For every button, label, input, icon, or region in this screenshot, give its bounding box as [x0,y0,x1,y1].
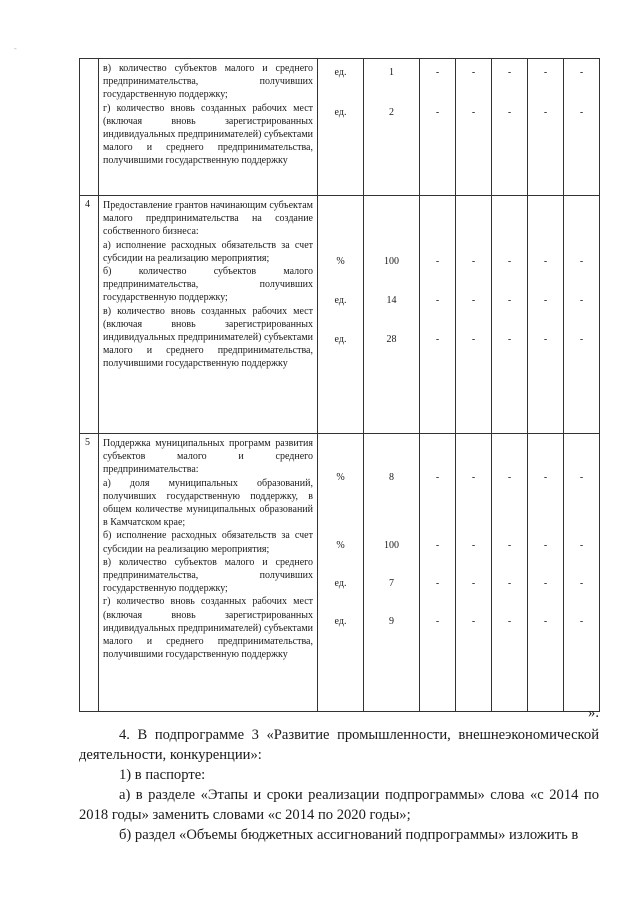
dash-cell: - [543,67,548,78]
dash-cell: - [543,616,548,627]
value-cell: 100 [384,540,399,551]
table-row [80,434,600,712]
unit-cell: % [336,540,345,551]
dash-cell: - [579,540,584,551]
dash-cell: - [579,295,584,306]
dash-cell: - [435,295,440,306]
table-row [80,59,600,196]
unit-cell: ед. [334,67,347,78]
dash-cell: - [543,256,548,267]
dash-cell: - [471,334,476,345]
row-number: 5 [80,434,99,712]
dash-cell: - [579,256,584,267]
unit-cell: ед. [334,295,347,306]
dash-cell: - [507,107,512,118]
paragraph: б) раздел «Объемы бюджетных ассигнований подпрограммы» изложить в [119,827,579,843]
row-number [80,59,99,196]
dash-cell: - [579,472,584,483]
dash-cell: - [435,540,440,551]
dash-cell: - [507,616,512,627]
dash-cell: - [435,616,440,627]
dash-cell: - [543,472,548,483]
unit-cell: % [336,256,345,267]
dash-cell: - [579,334,584,345]
dash-cell: - [471,472,476,483]
dash-cell: - [507,334,512,345]
row-number: 4 [80,196,99,434]
dash-cell: - [579,616,584,627]
dash-cell: - [435,67,440,78]
dash-cell: - [543,578,548,589]
row-description: Предоставление грантов начинающим субъектам малого предпринимательства на создание собственного бизнеса: а) исполнение расходных обязательств за счет субсидии на реализацию мероприятия; б) количество субъектов малого предпринимательства, получивших государственную поддержку; в) количество вновь созданных рабочих мест (включая вновь зарегистрированных индивидуальных предпринимателей) субъектами малого и среднего предпринимательства, получившими государственную поддержку [103,200,313,370]
value-cell: 1 [389,67,394,78]
value-cell: 14 [386,295,397,306]
dash-cell: - [579,107,584,118]
dash-cell: - [435,472,440,483]
value-cell: 28 [386,334,397,345]
value-cell: 8 [389,472,394,483]
body-text [79,725,599,845]
unit-cell: % [336,472,345,483]
dash-cell: - [543,334,548,345]
dash-cell: - [471,540,476,551]
unit-cell: ед. [334,578,347,589]
paragraph: 4. В подпрограмме 3 «Развитие промышленности, внешнеэкономической деятельности, конкуренции»: [79,727,599,763]
paragraph: а) в разделе «Этапы и сроки реализации подпрограммы» слова «с 2014 по 2018 годы» заменить словами «с 2014 по 2020 годы»; [79,787,599,823]
unit-cell: ед. [334,107,347,118]
unit-cell: ед. [334,334,347,345]
dash-cell: - [507,67,512,78]
dash-cell: - [579,578,584,589]
row-description: Поддержка муниципальных программ развития субъектов малого и среднего предпринимательства: а) доля муниципальных образований, получивших государственную поддержку, в общем количестве муниципальных образований в Камчатском крае; б) исполнение расходных обязательств за счет субсидии на реализацию мероприятия; в) количество субъектов малого и среднего предпринимательства, получивших государственную поддержку; г) количество вновь созданных рабочих мест (включая вновь зарегистрированных индивидуальных предпринимателей) субъектами малого и среднего предпринимательства, получившими государственную поддержку [103,438,313,661]
dash-cell: - [543,295,548,306]
dash-cell: - [507,540,512,551]
dash-cell: - [471,256,476,267]
dash-cell: - [471,616,476,627]
dash-cell: - [435,578,440,589]
indicators-table [79,58,600,712]
dash-cell: - [471,67,476,78]
paragraph: 1) в паспорте: [119,767,206,783]
value-cell: 7 [389,578,394,589]
dash-cell: - [435,256,440,267]
unit-cell: ед. [334,616,347,627]
table-row [80,196,600,434]
dash-cell: - [507,472,512,483]
value-cell: 9 [389,616,394,627]
value-cell: 2 [389,107,394,118]
dash-cell: - [507,256,512,267]
closing-quote: ». [588,705,599,721]
dash-cell: - [471,578,476,589]
dash-cell: - [543,540,548,551]
value-cell: 100 [384,256,399,267]
page-mark: - [14,44,17,53]
dash-cell: - [435,107,440,118]
dash-cell: - [507,578,512,589]
dash-cell: - [471,107,476,118]
dash-cell: - [543,107,548,118]
row-description: в) количество субъектов малого и среднего предпринимательства, получивших государственную поддержку; г) количество вновь созданных рабочих мест (включая вновь зарегистрированных индивидуальных предпринимателей) субъектами малого и среднего предпринимательства, получившими государственную поддержку [103,63,313,167]
dash-cell: - [579,67,584,78]
dash-cell: - [435,334,440,345]
dash-cell: - [471,295,476,306]
dash-cell: - [507,295,512,306]
